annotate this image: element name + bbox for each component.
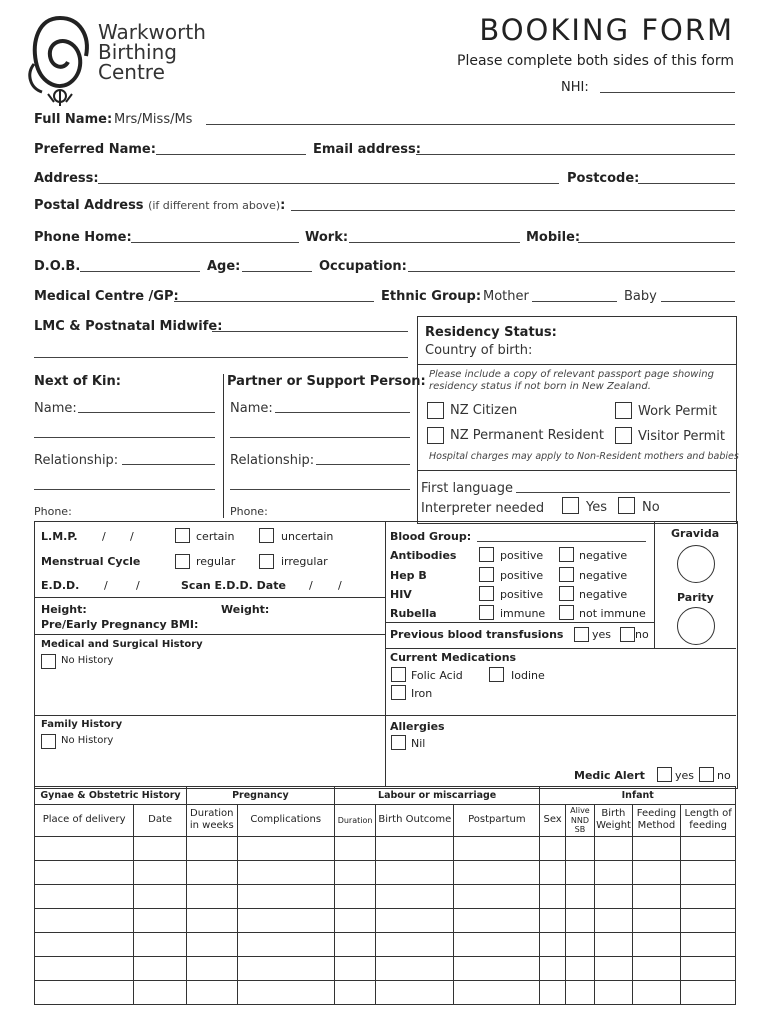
certain-checkbox[interactable]	[175, 528, 190, 543]
postal-address-field[interactable]	[291, 210, 735, 211]
first-language-field[interactable]	[516, 492, 730, 493]
table-cell[interactable]	[540, 860, 565, 884]
table-cell[interactable]	[540, 908, 565, 932]
table-cell[interactable]	[595, 860, 632, 884]
transfusion-no-checkbox[interactable]	[620, 627, 635, 642]
table-cell[interactable]	[334, 932, 376, 956]
hiv-positive-label: positive	[500, 588, 544, 601]
rubella-not-immune-label: not immune	[579, 607, 646, 620]
antibodies-positive-checkbox[interactable]	[479, 547, 494, 562]
table-cell[interactable]	[376, 956, 454, 980]
table-cell[interactable]	[134, 860, 187, 884]
postal-colon: :	[280, 198, 286, 213]
hiv-label: HIV	[390, 588, 412, 601]
table-cell[interactable]	[681, 884, 736, 908]
kin-name-field-2[interactable]	[34, 437, 215, 438]
table-cell[interactable]	[595, 836, 632, 860]
table-row	[35, 956, 736, 980]
medic-alert-label: Medic Alert	[574, 769, 645, 782]
form-title: BOOKING FORM	[479, 13, 734, 47]
table-cell[interactable]	[595, 884, 632, 908]
lmp-slash: /	[102, 530, 106, 543]
work-permit-checkbox[interactable]	[615, 402, 632, 419]
kin-divider	[223, 374, 224, 518]
table-group-header-row	[35, 787, 736, 805]
baby-label: Baby	[624, 289, 657, 304]
table-cell[interactable]	[454, 860, 540, 884]
col-postpartum: Postpartum	[454, 805, 540, 837]
table-cell[interactable]	[681, 836, 736, 860]
medical-centre-label: Medical Centre /GP:	[34, 289, 179, 304]
scan-edd-slash: /	[338, 579, 342, 592]
mobile-label: Mobile:	[526, 230, 581, 245]
table-cell[interactable]	[334, 980, 376, 1004]
table-cell[interactable]	[334, 956, 376, 980]
hiv-negative-checkbox[interactable]	[559, 586, 574, 601]
table-cell[interactable]	[632, 836, 681, 860]
col-complications: Complications	[237, 805, 334, 837]
table-cell[interactable]	[454, 884, 540, 908]
rubella-label: Rubella	[390, 607, 437, 620]
table-cell[interactable]	[565, 956, 594, 980]
table-cell[interactable]	[681, 980, 736, 1004]
antibodies-negative-label: negative	[579, 549, 628, 562]
partner-relationship-field-2[interactable]	[230, 489, 410, 490]
table-cell[interactable]	[565, 860, 594, 884]
interpreter-no-checkbox[interactable]	[618, 497, 635, 514]
table-cell[interactable]	[565, 836, 594, 860]
table-cell[interactable]	[565, 932, 594, 956]
clinical-row-line	[385, 622, 654, 623]
nhi-label: NHI:	[561, 80, 589, 95]
med-no-history-label: No History	[61, 655, 114, 666]
clinical-row-line	[34, 715, 385, 716]
current-meds-label: Current Medications	[390, 651, 517, 664]
table-cell[interactable]	[134, 932, 187, 956]
med-no-history-checkbox[interactable]	[41, 654, 56, 669]
partner-name-label: Name:	[230, 401, 273, 416]
bmi-label: Pre/Early Pregnancy BMI:	[41, 618, 199, 631]
table-row	[35, 884, 736, 908]
table-cell[interactable]	[595, 908, 632, 932]
email-field[interactable]	[416, 154, 735, 155]
allergies-label: Allergies	[390, 720, 445, 733]
table-cell[interactable]	[681, 860, 736, 884]
table-cell[interactable]	[134, 908, 187, 932]
table-cell[interactable]	[35, 836, 134, 860]
table-cell[interactable]	[681, 908, 736, 932]
table-cell[interactable]	[454, 932, 540, 956]
kin-name-label: Name:	[34, 401, 77, 416]
col-duration: Duration	[334, 805, 376, 837]
partner-phone-label: Phone:	[230, 505, 268, 518]
dob-label: D.O.B.	[34, 259, 81, 274]
interpreter-no-label: No	[642, 500, 660, 515]
logo-line: Birthing	[98, 40, 177, 64]
partner-name-field-2[interactable]	[230, 437, 410, 438]
edd-slash: /	[104, 579, 108, 592]
residency-title: Residency Status:	[425, 325, 557, 340]
postcode-field[interactable]	[638, 183, 735, 184]
col-birth-weight: Birth Weight	[595, 805, 632, 837]
table-cell[interactable]	[35, 908, 134, 932]
family-no-history-label: No History	[61, 735, 114, 746]
table-cell[interactable]	[186, 836, 237, 860]
hiv-negative-label: negative	[579, 588, 628, 601]
partner-label: Partner or Support Person:	[227, 374, 426, 389]
table-cell[interactable]	[454, 908, 540, 932]
antibodies-negative-checkbox[interactable]	[559, 547, 574, 562]
antibodies-label: Antibodies	[390, 549, 457, 562]
folic-checkbox[interactable]	[391, 667, 406, 682]
next-of-kin-label: Next of Kin:	[34, 374, 121, 389]
rubella-not-immune-checkbox[interactable]	[559, 605, 574, 620]
clinical-row-line	[385, 715, 736, 716]
folic-label: Folic Acid	[411, 669, 463, 682]
title-options: Mrs/Miss/Ms	[114, 112, 193, 127]
logo-line: Warkworth	[98, 20, 206, 44]
table-cell[interactable]	[595, 980, 632, 1004]
uncertain-label: uncertain	[281, 530, 334, 543]
phone-home-field[interactable]	[131, 242, 299, 243]
table-cell[interactable]	[334, 860, 376, 884]
charges-note: Hospital charges may apply to Non-Resident mothers and babies	[429, 451, 739, 462]
lmc-field-2[interactable]	[34, 357, 408, 358]
col-alive: Alive NND SB	[565, 805, 594, 837]
table-row	[35, 836, 736, 860]
medical-centre-field[interactable]	[174, 301, 374, 302]
nhi-field[interactable]	[600, 92, 735, 93]
gravida-circle[interactable]	[677, 545, 715, 583]
table-cell[interactable]	[540, 980, 565, 1004]
nil-checkbox[interactable]	[391, 735, 406, 750]
full-name-label: Full Name:	[34, 112, 113, 127]
partner-relationship-label: Relationship:	[230, 453, 315, 468]
kin-relationship-field[interactable]	[122, 464, 215, 465]
col-duration-weeks: Duration in weeks	[186, 805, 237, 837]
address-label: Address:	[34, 171, 99, 186]
table-cell[interactable]	[454, 956, 540, 980]
clinical-row-line	[34, 597, 385, 598]
table-cell[interactable]	[237, 860, 334, 884]
preferred-name-label: Preferred Name:	[34, 142, 156, 157]
hep-b-label: Hep B	[390, 569, 427, 582]
table-cell[interactable]	[376, 908, 454, 932]
visitor-permit-checkbox[interactable]	[615, 427, 632, 444]
history-table-body	[35, 836, 736, 1004]
nz-resident-label: NZ Permanent Resident	[450, 428, 605, 443]
logo-line: Centre	[98, 60, 165, 84]
history-table	[34, 786, 736, 1005]
rubella-immune-checkbox[interactable]	[479, 605, 494, 620]
table-cell[interactable]	[454, 836, 540, 860]
transfusion-yes-checkbox[interactable]	[574, 627, 589, 642]
scan-edd-label: Scan E.D.D. Date	[181, 579, 286, 592]
lmc-field[interactable]	[212, 331, 408, 332]
gravida-divider	[654, 521, 655, 648]
postal-address-label	[34, 199, 285, 212]
occupation-label: Occupation:	[319, 259, 407, 274]
hiv-positive-checkbox[interactable]	[479, 586, 494, 601]
occupation-field[interactable]	[408, 271, 735, 272]
hep-b-positive-label: positive	[500, 569, 544, 582]
table-cell[interactable]	[134, 980, 187, 1004]
logo-text	[98, 22, 206, 82]
table-cell[interactable]	[186, 956, 237, 980]
clinical-divider	[385, 521, 386, 787]
table-cell[interactable]	[632, 884, 681, 908]
table-cell[interactable]	[237, 980, 334, 1004]
kin-phone-label: Phone:	[34, 505, 72, 518]
table-cell[interactable]	[334, 908, 376, 932]
group-pregnancy: Pregnancy	[186, 787, 334, 805]
group-infant: Infant	[540, 787, 736, 805]
dob-field[interactable]	[80, 271, 200, 272]
table-cell[interactable]	[237, 956, 334, 980]
irregular-label: irregular	[281, 555, 328, 568]
address-field[interactable]	[98, 183, 559, 184]
blood-group-field[interactable]	[477, 541, 646, 542]
work-label: Work:	[305, 230, 349, 245]
mother-label: Mother	[483, 289, 529, 304]
blood-group-label: Blood Group:	[390, 530, 472, 543]
nz-resident-checkbox[interactable]	[427, 427, 444, 444]
work-permit-label: Work Permit	[638, 404, 717, 419]
col-birth-outcome: Birth Outcome	[376, 805, 454, 837]
ethnic-group-label: Ethnic Group:	[381, 289, 482, 304]
prev-transfusions-label: Previous blood transfusions	[390, 628, 564, 641]
lmp-slash: /	[130, 530, 134, 543]
postal-address-note: (if different from above)	[148, 199, 281, 212]
visitor-permit-label: Visitor Permit	[638, 429, 725, 444]
postcode-label: Postcode:	[567, 171, 640, 186]
interpreter-yes-label: Yes	[586, 500, 607, 515]
lmp-label: L.M.P.	[41, 530, 78, 543]
table-cell[interactable]	[595, 956, 632, 980]
medic-alert-yes-label: yes	[675, 769, 695, 782]
table-cell[interactable]	[35, 860, 134, 884]
table-cell[interactable]	[186, 908, 237, 932]
mobile-field[interactable]	[578, 242, 735, 243]
table-cell[interactable]	[540, 836, 565, 860]
table-cell[interactable]	[632, 980, 681, 1004]
table-cell[interactable]	[376, 860, 454, 884]
uncertain-checkbox[interactable]	[259, 528, 274, 543]
hep-b-positive-checkbox[interactable]	[479, 567, 494, 582]
table-cell[interactable]	[35, 884, 134, 908]
preferred-name-field[interactable]	[156, 154, 306, 155]
table-cell[interactable]	[540, 932, 565, 956]
weight-label: Weight:	[221, 603, 270, 616]
table-cell[interactable]	[134, 884, 187, 908]
medic-alert-no-checkbox[interactable]	[699, 767, 714, 782]
gravida-label: Gravida	[671, 527, 720, 540]
family-history-label: Family History	[41, 719, 123, 730]
passport-note: Please include a copy of relevant passport page showing residency status if not born in New Zealand.	[429, 369, 714, 392]
menstrual-label: Menstrual Cycle	[41, 555, 141, 568]
table-cell[interactable]	[595, 932, 632, 956]
table-cell[interactable]	[35, 956, 134, 980]
table-cell[interactable]	[334, 836, 376, 860]
kin-relationship-field-2[interactable]	[34, 489, 215, 490]
age-label: Age:	[207, 259, 241, 274]
form-subtitle: Please complete both sides of this form	[457, 53, 734, 69]
nz-citizen-checkbox[interactable]	[427, 402, 444, 419]
nz-citizen-label: NZ Citizen	[450, 403, 518, 418]
table-cell[interactable]	[540, 956, 565, 980]
table-cell[interactable]	[186, 980, 237, 1004]
medic-alert-no-label: no	[717, 769, 731, 782]
iodine-checkbox[interactable]	[489, 667, 504, 682]
table-cell[interactable]	[632, 956, 681, 980]
postal-address-text: Postal Address	[34, 198, 144, 213]
table-cell[interactable]	[632, 908, 681, 932]
col-place: Place of delivery	[35, 805, 134, 837]
full-name-field[interactable]	[206, 124, 735, 125]
table-cell[interactable]	[186, 860, 237, 884]
transfusion-yes-label: yes	[592, 628, 612, 641]
irregular-checkbox[interactable]	[259, 554, 274, 569]
medic-alert-yes-checkbox[interactable]	[657, 767, 672, 782]
table-cell[interactable]	[237, 836, 334, 860]
iron-checkbox[interactable]	[391, 685, 406, 700]
table-cell[interactable]	[237, 884, 334, 908]
table-row	[35, 908, 736, 932]
parity-label: Parity	[677, 591, 714, 604]
table-cell[interactable]	[186, 884, 237, 908]
table-cell[interactable]	[454, 980, 540, 1004]
phone-home-label: Phone Home:	[34, 230, 132, 245]
partner-relationship-field[interactable]	[316, 464, 410, 465]
logo-emblem-icon	[24, 12, 96, 108]
group-gynae: Gynae & Obstetric History	[35, 787, 187, 805]
table-row	[35, 932, 736, 956]
table-row	[35, 860, 736, 884]
iodine-label: Iodine	[511, 669, 545, 682]
table-cell[interactable]	[376, 836, 454, 860]
rubella-immune-label: immune	[500, 607, 546, 620]
parity-circle[interactable]	[677, 607, 715, 645]
table-cell[interactable]	[565, 980, 594, 1004]
table-cell[interactable]	[565, 884, 594, 908]
table-cell[interactable]	[376, 980, 454, 1004]
table-cell[interactable]	[134, 956, 187, 980]
table-cell[interactable]	[376, 884, 454, 908]
kin-name-field[interactable]	[78, 412, 215, 413]
age-field[interactable]	[242, 271, 312, 272]
email-label: Email address:	[313, 142, 421, 157]
table-cell[interactable]	[540, 884, 565, 908]
edd-label: E.D.D.	[41, 579, 80, 592]
family-no-history-checkbox[interactable]	[41, 734, 56, 749]
regular-checkbox[interactable]	[175, 554, 190, 569]
table-cell[interactable]	[334, 884, 376, 908]
hep-b-negative-label: negative	[579, 569, 628, 582]
table-cell[interactable]	[565, 908, 594, 932]
table-cell[interactable]	[681, 956, 736, 980]
transfusion-no-label: no	[635, 628, 649, 641]
certain-label: certain	[196, 530, 235, 543]
table-cell[interactable]	[35, 980, 134, 1004]
ethnic-mother-field[interactable]	[532, 301, 617, 302]
scan-edd-slash: /	[309, 579, 313, 592]
residency-divider-2	[417, 470, 736, 471]
regular-label: regular	[196, 555, 236, 568]
interpreter-label: Interpreter needed	[421, 501, 545, 516]
table-cell[interactable]	[376, 932, 454, 956]
edd-slash: /	[136, 579, 140, 592]
col-feeding-method: Feeding Method	[632, 805, 681, 837]
table-column-header-row	[35, 805, 736, 837]
col-length-feeding: Length of feeding	[681, 805, 736, 837]
table-cell[interactable]	[632, 860, 681, 884]
table-cell[interactable]	[186, 932, 237, 956]
table-cell[interactable]	[134, 836, 187, 860]
clinical-row-line	[34, 634, 385, 635]
partner-name-field[interactable]	[275, 412, 410, 413]
kin-relationship-label: Relationship:	[34, 453, 119, 468]
ethnic-baby-field[interactable]	[661, 301, 735, 302]
height-label: Height:	[41, 603, 87, 616]
residency-divider	[417, 364, 736, 365]
country-of-birth-label: Country of birth:	[425, 343, 533, 358]
med-surg-label: Medical and Surgical History	[41, 639, 203, 650]
col-sex: Sex	[540, 805, 565, 837]
clinical-row-line	[385, 648, 736, 649]
table-cell[interactable]	[237, 908, 334, 932]
work-field[interactable]	[349, 242, 520, 243]
table-cell[interactable]	[681, 932, 736, 956]
first-language-label: First language	[421, 481, 514, 496]
table-row	[35, 980, 736, 1004]
iron-label: Iron	[411, 687, 433, 700]
table-cell[interactable]	[237, 932, 334, 956]
table-cell[interactable]	[632, 932, 681, 956]
interpreter-yes-checkbox[interactable]	[562, 497, 579, 514]
table-cell[interactable]	[35, 932, 134, 956]
nil-label: Nil	[411, 737, 426, 750]
group-labour: Labour or miscarriage	[334, 787, 540, 805]
hep-b-negative-checkbox[interactable]	[559, 567, 574, 582]
lmc-label: LMC & Postnatal Midwife:	[34, 319, 223, 334]
antibodies-positive-label: positive	[500, 549, 544, 562]
col-date: Date	[134, 805, 187, 837]
